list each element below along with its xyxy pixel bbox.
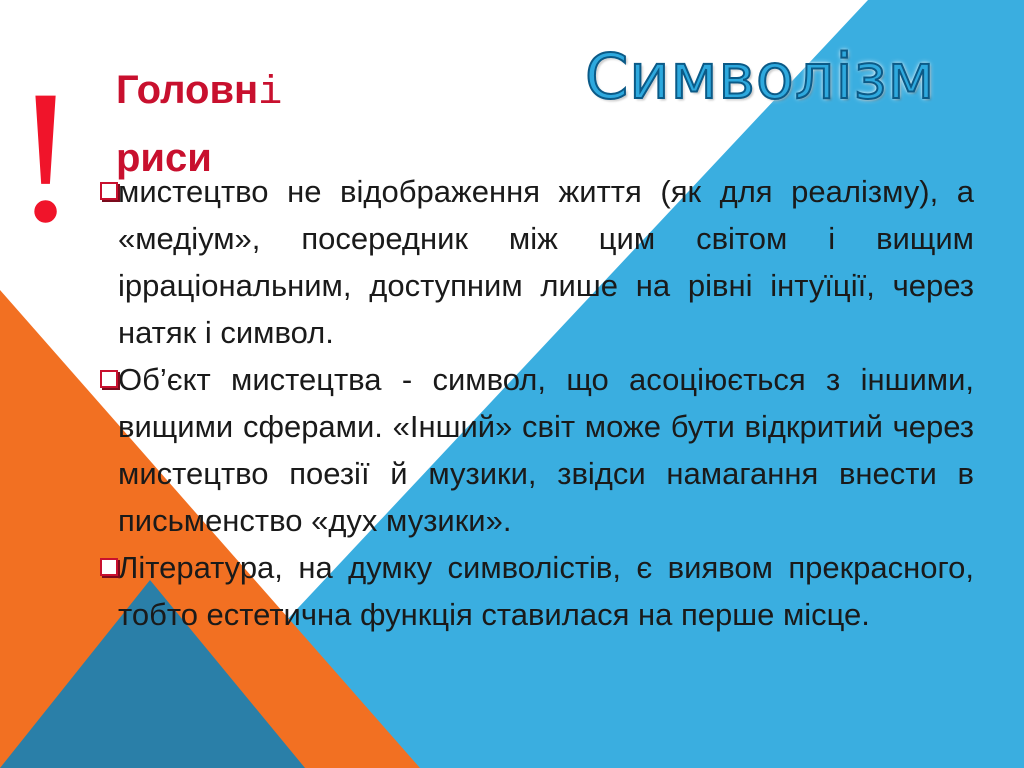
subtitle-line-1 <box>116 58 282 126</box>
square-bullet-icon <box>100 370 118 388</box>
bullet-item <box>90 356 974 544</box>
subtitle-line-2: риси <box>116 136 212 180</box>
square-bullet-icon <box>100 558 118 576</box>
bullet-text: мистецтво не відображення життя (як для реалізму), а «медіум», посередник між цим світом і вищим ірраціональним, доступним лише на рівні інтуїції, через натяк і символ. <box>118 174 974 350</box>
subtitle-line-1-tail: і <box>258 71 283 116</box>
bullet-text: Література, на думку символістів, є виявом прекрасного, тобто естетична функція ставилася на перше місце. <box>118 550 974 632</box>
bullet-list <box>90 168 974 638</box>
exclamation-mark: ! <box>14 52 78 262</box>
square-bullet-icon <box>100 182 118 200</box>
slide-title: Символізм <box>585 40 936 113</box>
bullet-item <box>90 168 974 356</box>
bullet-item <box>90 544 974 638</box>
bullet-text: Об’єкт мистецтва - символ, що асоціюється з іншими, вищими сферами. «Інший» світ може бути відкритий через мистецтво поезії й музики, звідси намагання внести в письменство «дух музики». <box>118 362 974 538</box>
subtitle-line-1-main: Головн <box>116 68 259 112</box>
